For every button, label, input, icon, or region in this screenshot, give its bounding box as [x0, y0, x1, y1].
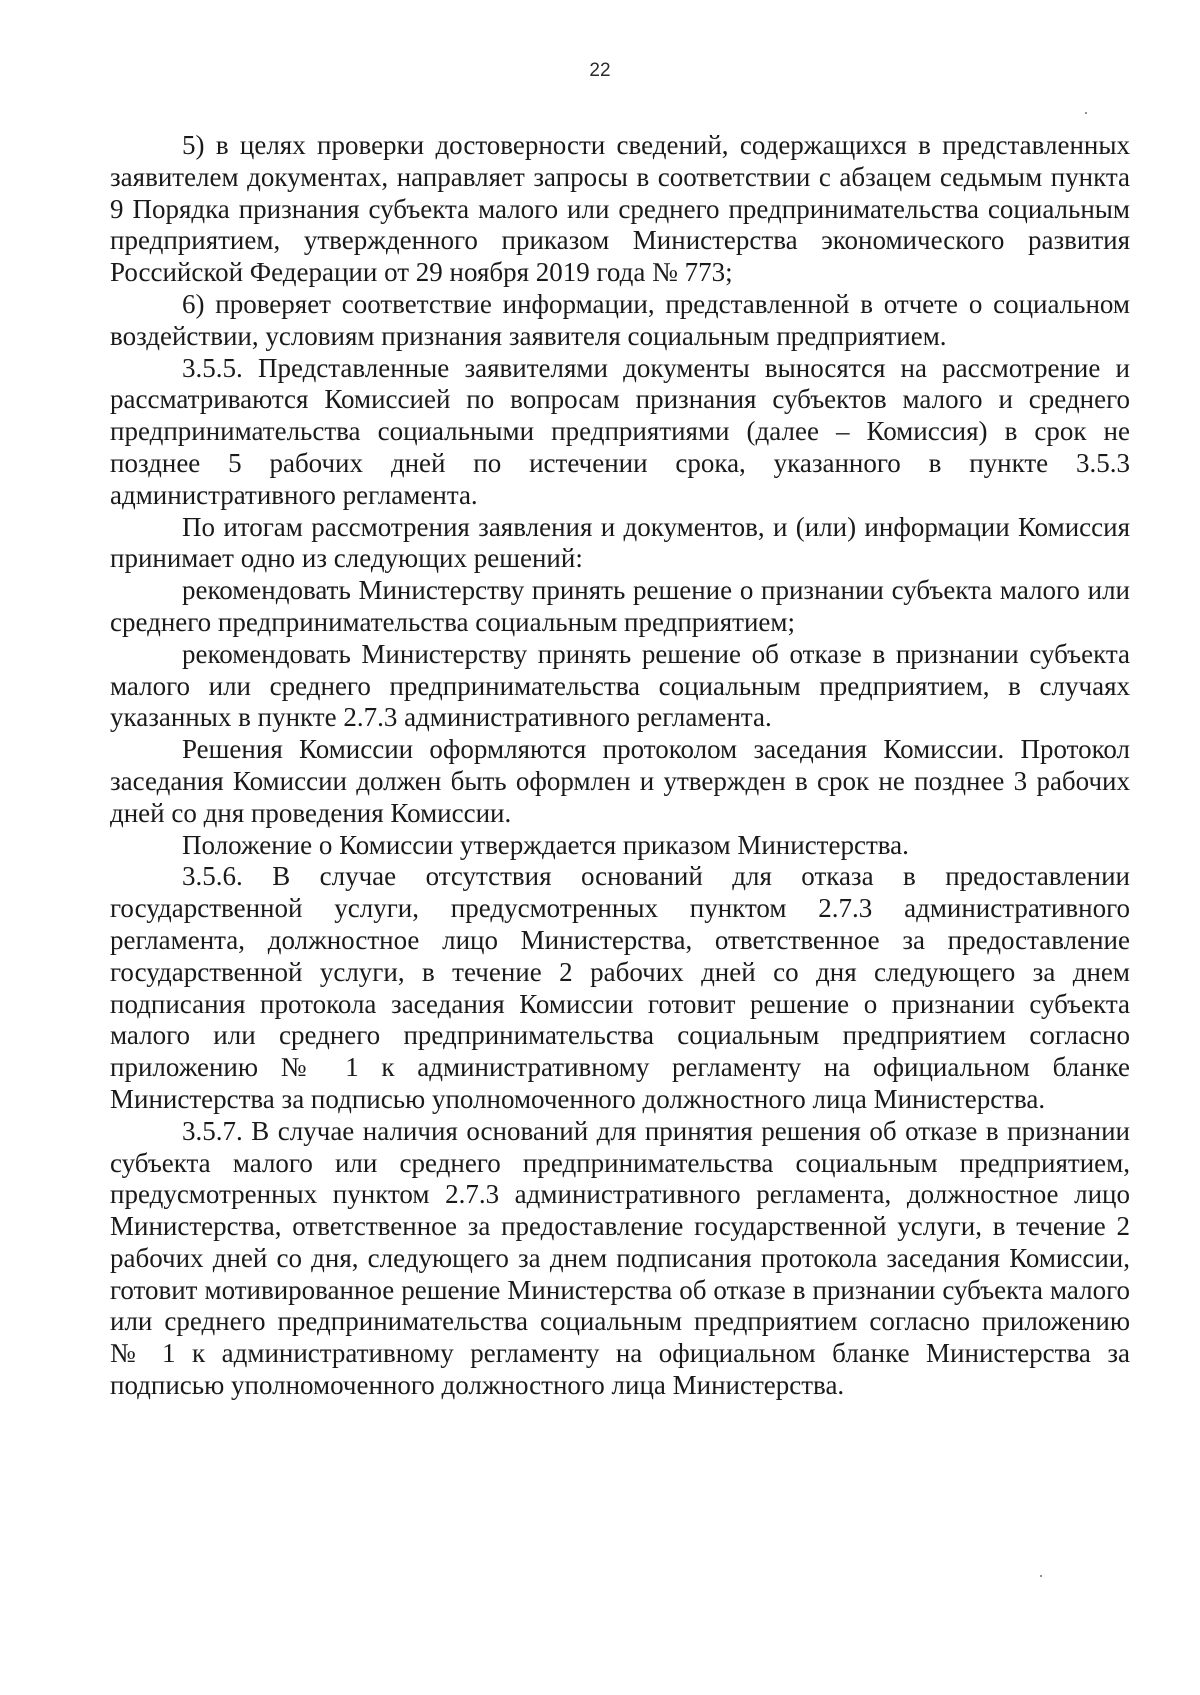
- paragraph-regulation: Положение о Комиссии утверждается приказом Министерства.: [182, 829, 909, 860]
- scan-speck: [1040, 1575, 1042, 1577]
- paragraph-protocol: Решения Комиссии оформляются протоколом заседания Комиссии. Протокол заседания Комиссии должен быть оформлен и утвержден в срок не позднее 3 рабочих дней со дня проведения Комиссии.: [110, 734, 1130, 828]
- paragraph-3-5-7: 3.5.7. В случае наличия оснований для принятия решения об отказе в признании субъекта малого или среднего предпринимательства социальным предприятием, предусмотренных пунктом 2.7.3 административного регламента, должностное лицо Министерства, ответственное за предоставление государственной услуги, в течение 2 рабочих дней со дня, следующего за днем подписания протокола заседания Комиссии, готовит мотивированное решение Министерства об отказе в признании субъекта малого или среднего предпринимательства социальным предприятием согласно приложению № 1 к административному регламенту на официальном бланке Министерства за подписью уполномоченного должностного лица Министерства.: [110, 1115, 1130, 1401]
- paragraph-3-5-6: 3.5.6. В случае отсутствия оснований для отказа в предоставлении государственной услуги, предусмотренных пунктом 2.7.3 административного регламента, должностное лицо Министерства, ответственное за предоставление государственной услуги, в течение 2 рабочих дней со дня следующего за днем подписания протокола заседания Комиссии готовит решение о признании субъекта малого или среднего предпринимательства социальным предприятием согласно приложению № 1 к административному регламенту на официальном бланке Министерства за подписью уполномоченного должностного лица Министерства.: [110, 861, 1130, 1114]
- paragraph-3-5-5: 3.5.5. Представленные заявителями документы выносятся на рассмотрение и рассматриваются Комиссией по вопросам признания субъектов малого и среднего предпринимательства социальными предприятиями (далее – Комиссия) в срок не позднее 5 рабочих дней по истечении срока, указанного в пункте 3.5.3 административного регламента.: [110, 352, 1130, 510]
- paragraph-item-5: 5) в целях проверки достоверности сведений, содержащихся в представленных заявителем документах, направляет запросы в соответствии с абзацем седьмым пункта 9 Порядка признания субъекта малого или среднего предпринимательства социальным предприятием, утвержденного приказом Министерства экономического развития Российской Федерации от 29 ноября 2019 года № 773;: [110, 130, 1130, 288]
- document-body: [110, 130, 1130, 1402]
- paragraph-commission-decisions: По итогам рассмотрения заявления и документов, и (или) информации Комиссия принимает одно из следующих решений:: [110, 511, 1130, 574]
- paragraph-decision-recognize: рекомендовать Министерству принять решение о признании субъекта малого или среднего предпринимательства социальным предприятием;: [110, 575, 1130, 637]
- scan-speck: [1085, 112, 1087, 114]
- paragraph-decision-refuse: рекомендовать Министерству принять решение об отказе в признании субъекта малого или среднего предпринимательства социальным предприятием, в случаях указанных в пункте 2.7.3 административного регламента.: [110, 638, 1130, 733]
- paragraph-item-6: 6) проверяет соответствие информации, представленной в отчете о социальном воздействии, условиям признания заявителя социальным предприятием.: [110, 288, 1130, 351]
- page-number: 22: [589, 60, 611, 81]
